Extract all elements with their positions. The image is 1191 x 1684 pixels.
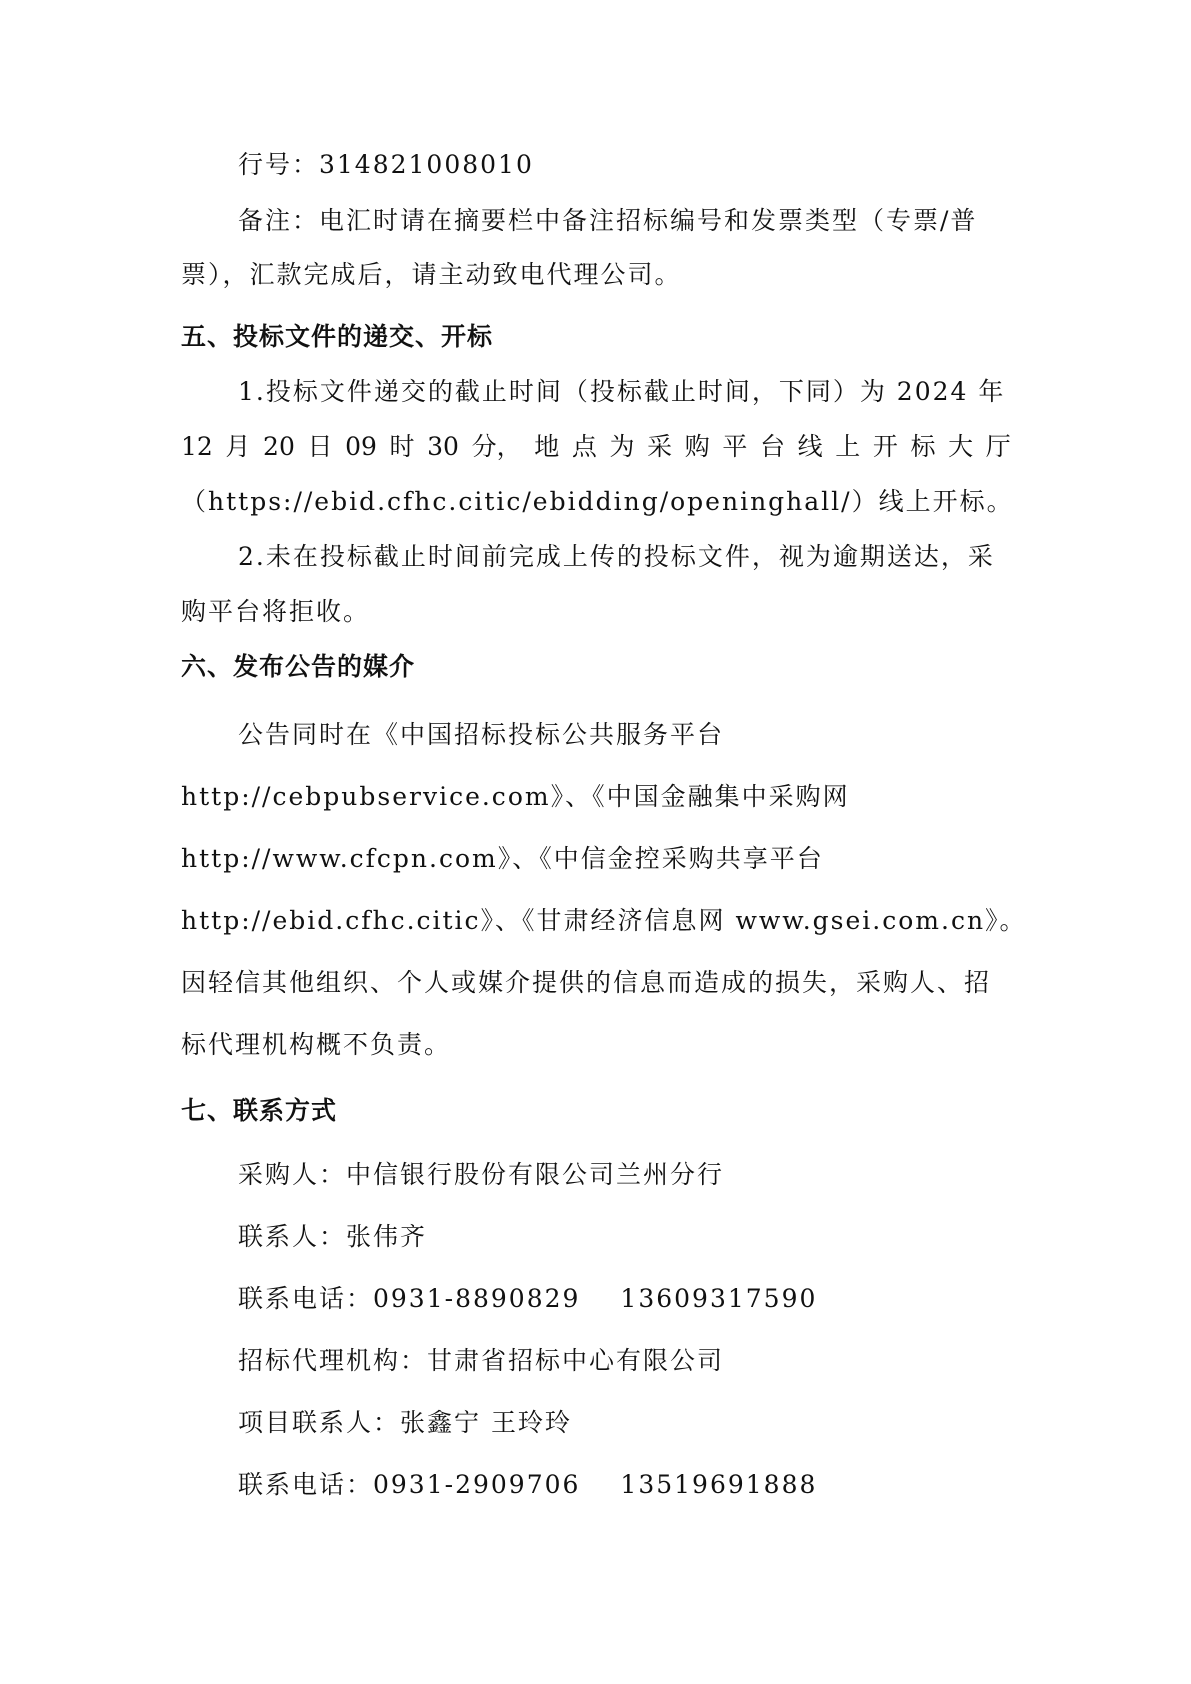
section5-p2-line2: 购平台将拒收。 [181, 597, 371, 626]
purchaser-phone-line [238, 1282, 817, 1316]
justified-token: 厅 [985, 432, 1011, 461]
section5-p1-line1: 1.投标文件递交的截止时间（投标截止时间，下同）为 2024 年 [238, 377, 1006, 406]
justified-token: 20 [263, 432, 295, 461]
justified-token: 月 [225, 432, 251, 461]
justified-token: 点 [571, 432, 597, 461]
justified-token: 30 [427, 432, 459, 461]
remittance-note-line2: 票），汇款完成后，请主动致电代理公司。 [181, 260, 682, 289]
remittance-note-line1: 备注：电汇时请在摘要栏中备注招标编号和发票类型（专票/普 [238, 206, 978, 235]
agency-phone-line [238, 1468, 817, 1502]
agency-line: 招标代理机构：甘肃省招标中心有限公司 [238, 1346, 725, 1375]
section6-heading: 六、发布公告的媒介 [181, 652, 416, 681]
section7-heading: 七、联系方式 [181, 1096, 338, 1125]
agency-phone-label: 联系电话：0931-2909706 [238, 1470, 581, 1499]
justified-token: 地 [534, 432, 560, 461]
justified-token: 日 [307, 432, 333, 461]
section5-p1-line3: （https://ebid.cfhc.citic/ebidding/openinghall/）线上开标。 [181, 487, 1014, 516]
purchaser-phone-mobile: 13609317590 [620, 1284, 818, 1313]
section6-line5: 因轻信其他组织、个人或媒介提供的信息而造成的损失，采购人、招 [181, 968, 992, 997]
section5-p1-line2 [181, 430, 1011, 464]
justified-token: 09 [345, 432, 377, 461]
justified-token: 购 [684, 432, 710, 461]
purchaser-line: 采购人：中信银行股份有限公司兰州分行 [238, 1160, 725, 1189]
section6-line2: http://cebpubservice.com》、《中国金融集中采购网 [181, 782, 850, 811]
justified-token: 大 [948, 432, 974, 461]
account-number-line: 行号：314821008010 [238, 150, 534, 179]
justified-token: 上 [835, 432, 861, 461]
contact-person-line: 联系人：张伟齐 [238, 1222, 428, 1251]
section6-line1: 公告同时在《中国招标投标公共服务平台 [238, 720, 725, 749]
agency-phone-mobile: 13519691888 [620, 1470, 818, 1499]
section5-p2-line1: 2.未在投标截止时间前完成上传的投标文件，视为逾期送达，采 [238, 542, 995, 571]
justified-token: 采 [647, 432, 673, 461]
justified-token: 12 [181, 432, 213, 461]
section5-heading: 五、投标文件的递交、开标 [181, 322, 494, 351]
section6-line6: 标代理机构概不负责。 [181, 1030, 452, 1059]
project-contact-line: 项目联系人：张鑫宁 王玲玲 [238, 1408, 572, 1437]
section6-line4: http://ebid.cfhc.citic》、《甘肃经济信息网 www.gsei.com.cn》。 [181, 906, 1027, 935]
purchaser-phone-label: 联系电话：0931-8890829 [238, 1284, 581, 1313]
justified-token: 台 [759, 432, 785, 461]
justified-token: 时 [389, 432, 415, 461]
section6-line3: http://www.cfcpn.com》、《中信金控采购共享平台 [181, 844, 824, 873]
justified-token: 分， [471, 432, 522, 461]
justified-token: 线 [797, 432, 823, 461]
justified-token: 为 [609, 432, 635, 461]
justified-token: 开 [872, 432, 898, 461]
justified-token: 平 [722, 432, 748, 461]
justified-token: 标 [910, 432, 936, 461]
